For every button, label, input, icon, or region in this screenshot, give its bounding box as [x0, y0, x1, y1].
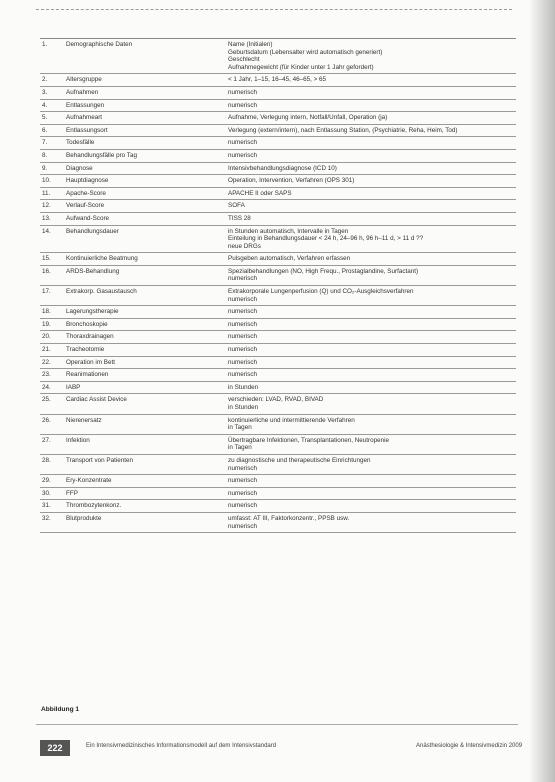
table-row	[40, 87, 516, 100]
footer-right-text: Anästhesiologie & Intensivmedizin 2009	[416, 743, 523, 749]
row-number: 9.	[42, 164, 48, 172]
row-description	[228, 371, 516, 379]
description-line: Spezialbehandlungen (NO, High Frequ., Prostaglandine, Surfactant)	[228, 267, 419, 275]
row-description	[228, 515, 516, 530]
description-line: neue DRGs	[228, 242, 261, 250]
row-parameter: Nierenersatz	[66, 416, 102, 424]
page-number: 222	[40, 740, 70, 756]
row-number: 3.	[42, 88, 48, 96]
row-description	[228, 139, 516, 147]
table-row	[40, 200, 516, 213]
description-line: Verlegung (extern/intern), nach Entlassung Station, (Psychiatrie, Reha, Heim, Tod)	[228, 126, 458, 134]
description-line: Aufnahmegewicht (für Kinder unter 1 Jahr gefordert)	[228, 63, 374, 71]
row-number: 22.	[42, 358, 51, 366]
row-number: 32.	[42, 514, 51, 522]
row-number: 5.	[42, 114, 48, 122]
figure-caption: Abbildung 1	[41, 706, 80, 713]
description-line: verschieden: LVAD, RVAD, BIVAD	[228, 396, 324, 404]
row-description	[228, 165, 516, 173]
description-line: numerisch	[228, 320, 258, 328]
description-line: numerisch	[228, 477, 258, 485]
row-parameter: Verlauf-Score	[66, 202, 105, 210]
table-row	[40, 266, 516, 286]
description-line: TISS 28	[228, 214, 251, 222]
table-row	[40, 488, 516, 501]
row-description	[228, 346, 516, 354]
description-line: APACHE II oder SAPS	[228, 189, 292, 197]
row-number: 4.	[42, 101, 48, 109]
row-parameter: Todesfälle	[66, 139, 95, 147]
row-parameter: Entlassungen	[66, 101, 105, 109]
description-line: SOFA	[228, 202, 245, 210]
description-line: numerisch	[228, 151, 258, 159]
row-parameter: Apache-Score	[66, 189, 106, 197]
table-row	[40, 455, 516, 475]
table-row	[40, 382, 516, 395]
row-parameter: Reanimationen	[66, 371, 109, 379]
row-parameter: Kontinuierliche Beatmung	[66, 255, 138, 263]
row-description	[228, 384, 516, 392]
row-number: 10.	[42, 177, 51, 185]
row-number: 15.	[42, 255, 51, 263]
row-parameter: Infektion	[66, 436, 90, 444]
row-number: 21.	[42, 346, 51, 354]
description-line: numerisch	[228, 308, 258, 316]
description-line: numerisch	[228, 88, 258, 96]
row-description	[228, 114, 516, 122]
table-row	[40, 125, 516, 138]
table-row	[40, 369, 516, 382]
row-number: 17.	[42, 288, 51, 296]
row-description	[228, 102, 516, 110]
row-number: 25.	[42, 396, 51, 404]
row-number: 1.	[42, 41, 48, 48]
description-line: numerisch	[228, 489, 258, 497]
row-description	[228, 308, 516, 316]
row-number: 28.	[42, 456, 51, 464]
row-parameter: Aufnahmen	[66, 88, 99, 96]
description-line: Aufnahme, Verlegung intern, Notfall/Unfall, Operation (ja)	[228, 114, 388, 122]
row-parameter: Ery-Konzentrate	[66, 477, 112, 485]
table-row	[40, 100, 516, 113]
row-description	[228, 76, 516, 84]
row-description	[228, 215, 516, 223]
row-description	[228, 202, 516, 210]
row-description	[228, 417, 516, 432]
page-edge-shadow	[529, 0, 555, 782]
row-description	[228, 333, 516, 341]
row-number: 16.	[42, 267, 51, 275]
row-parameter: Entlassungsort	[66, 126, 108, 134]
table-row	[40, 137, 516, 150]
row-number: 30.	[42, 489, 51, 497]
row-description	[228, 89, 516, 97]
table-row	[40, 253, 516, 266]
row-parameter: Transport von Patienten	[66, 456, 133, 464]
row-description	[228, 190, 516, 198]
row-description	[228, 228, 516, 251]
row-number: 26.	[42, 416, 51, 424]
row-description	[228, 321, 516, 329]
description-line: zu diagnostische und therapeutische Einrichtungen	[228, 456, 371, 464]
description-line: Pulsgeben automatisch, Verfahren erfassen	[228, 255, 351, 263]
row-number: 23.	[42, 371, 51, 379]
row-description	[228, 490, 516, 498]
description-line: in Stunden	[228, 383, 259, 391]
table-row	[40, 475, 516, 488]
row-description	[228, 359, 516, 367]
row-number: 2.	[42, 76, 48, 84]
description-line: numerisch	[228, 139, 258, 147]
description-line: numerisch	[228, 275, 258, 283]
description-line: Intensivbehandlungsdiagnose (ICD 10)	[228, 164, 337, 172]
row-parameter: Hauptdiagnose	[66, 177, 109, 185]
description-line: in Stunden automatisch, Intervalle in Tagen	[228, 227, 349, 235]
description-line: Extrakorporale Lungenperfusion (Q) und CO₂-Ausgleichsverfahren	[228, 288, 414, 296]
row-number: 11.	[42, 189, 51, 197]
description-line: numerisch	[228, 333, 258, 341]
row-parameter: Altersgruppe	[66, 76, 102, 84]
footer-divider	[36, 724, 518, 725]
table-row	[40, 39, 516, 74]
description-line: numerisch	[228, 358, 258, 366]
table-row	[40, 175, 516, 188]
table-row	[40, 319, 516, 332]
row-description	[228, 41, 516, 71]
row-parameter: Bronchoskopie	[66, 320, 108, 328]
table-row	[40, 513, 516, 533]
description-line: Operation, Intervention, Verfahren (OPS 301)	[228, 177, 355, 185]
row-description	[228, 437, 516, 452]
row-description	[228, 268, 516, 283]
row-number: 12.	[42, 202, 51, 210]
row-parameter: FFP	[66, 489, 78, 497]
table-row	[40, 331, 516, 344]
row-description	[228, 288, 516, 303]
row-number: 29.	[42, 477, 51, 485]
row-parameter: Lagerungstherapie	[66, 308, 119, 316]
description-line: Name (Initialen)	[228, 41, 273, 48]
row-parameter: Tracheotomie	[66, 346, 105, 354]
table-row	[40, 306, 516, 319]
row-parameter: Demographische Daten	[66, 41, 133, 48]
row-parameter: Behandlungsfälle pro Tag	[66, 151, 137, 159]
row-description	[228, 457, 516, 472]
row-number: 6.	[42, 126, 48, 134]
description-line: Geburtsdatum (Lebensalter wird automatisch generiert)	[228, 48, 383, 56]
row-parameter: Diagnose	[66, 164, 93, 172]
description-line: in Tagen	[228, 444, 252, 452]
row-number: 31.	[42, 502, 51, 510]
row-description	[228, 477, 516, 485]
description-line: numerisch	[228, 295, 258, 303]
row-number: 13.	[42, 214, 51, 222]
row-parameter: Aufnahmeart	[66, 114, 103, 122]
row-number: 19.	[42, 320, 51, 328]
table-row	[40, 213, 516, 226]
row-number: 20.	[42, 333, 51, 341]
table-row	[40, 163, 516, 176]
row-description	[228, 502, 516, 510]
table-row	[40, 286, 516, 306]
table-row	[40, 188, 516, 201]
table-row	[40, 394, 516, 414]
description-line: numerisch	[228, 502, 258, 510]
row-number: 27.	[42, 436, 51, 444]
description-line: Einteilung in Behandlungsdauer < 24 h, 24–96 h, 96 h–11 d, > 11 d ??	[228, 235, 424, 243]
row-number: 24.	[42, 383, 51, 391]
table-row	[40, 74, 516, 87]
table-row	[40, 435, 516, 455]
row-number: 18.	[42, 308, 51, 316]
row-parameter: Operation im Bett	[66, 358, 115, 366]
table-row	[40, 226, 516, 254]
row-parameter: Thoraxdrainagen	[66, 333, 114, 341]
row-description	[228, 127, 516, 135]
row-number: 7.	[42, 139, 48, 147]
table-row	[40, 112, 516, 125]
description-line: numerisch	[228, 371, 258, 379]
row-parameter: Blutprodukte	[66, 514, 102, 522]
row-description	[228, 177, 516, 185]
row-description	[228, 396, 516, 411]
data-table	[40, 38, 516, 533]
top-divider	[36, 9, 512, 10]
row-description	[228, 255, 516, 263]
description-line: numerisch	[228, 101, 258, 109]
table-row	[40, 500, 516, 513]
footer-left-text: Ein Intensivmedizinisches Informationsmodell auf dem Intensivstandard	[86, 743, 277, 749]
row-parameter: Aufwand-Score	[66, 214, 110, 222]
description-line: umfasst: AT III, Faktorkonzentr., PPSB usw.	[228, 514, 350, 522]
row-number: 14.	[42, 227, 51, 235]
table-row	[40, 357, 516, 370]
row-parameter: IABP	[66, 383, 81, 391]
table-row	[40, 344, 516, 357]
description-line: kontinuierliche und intermittierende Verfahren	[228, 416, 355, 424]
table-row	[40, 415, 516, 435]
row-number: 8.	[42, 151, 48, 159]
row-parameter: Cardiac Assist Device	[66, 396, 127, 404]
description-line: in Stunden	[228, 404, 259, 411]
description-line: numerisch	[228, 346, 258, 354]
row-description	[228, 152, 516, 160]
table-row	[40, 150, 516, 163]
row-parameter: Thrombozytenkonz.	[66, 502, 122, 510]
row-parameter: ARDS-Behandlung	[66, 267, 120, 275]
description-line: Geschlecht	[228, 56, 260, 64]
description-line: numerisch	[228, 522, 258, 530]
description-line: < 1 Jahr, 1–15, 16–45, 46–65, > 65	[228, 76, 327, 84]
description-line: Übertragbare Infektionen, Transplantationen, Neutropenie	[228, 436, 390, 444]
row-parameter: Extrakorp. Gasaustausch	[66, 288, 137, 296]
description-line: numerisch	[228, 464, 258, 472]
description-line: in Tagen	[228, 424, 252, 432]
row-parameter: Behandlungsdauer	[66, 227, 119, 235]
